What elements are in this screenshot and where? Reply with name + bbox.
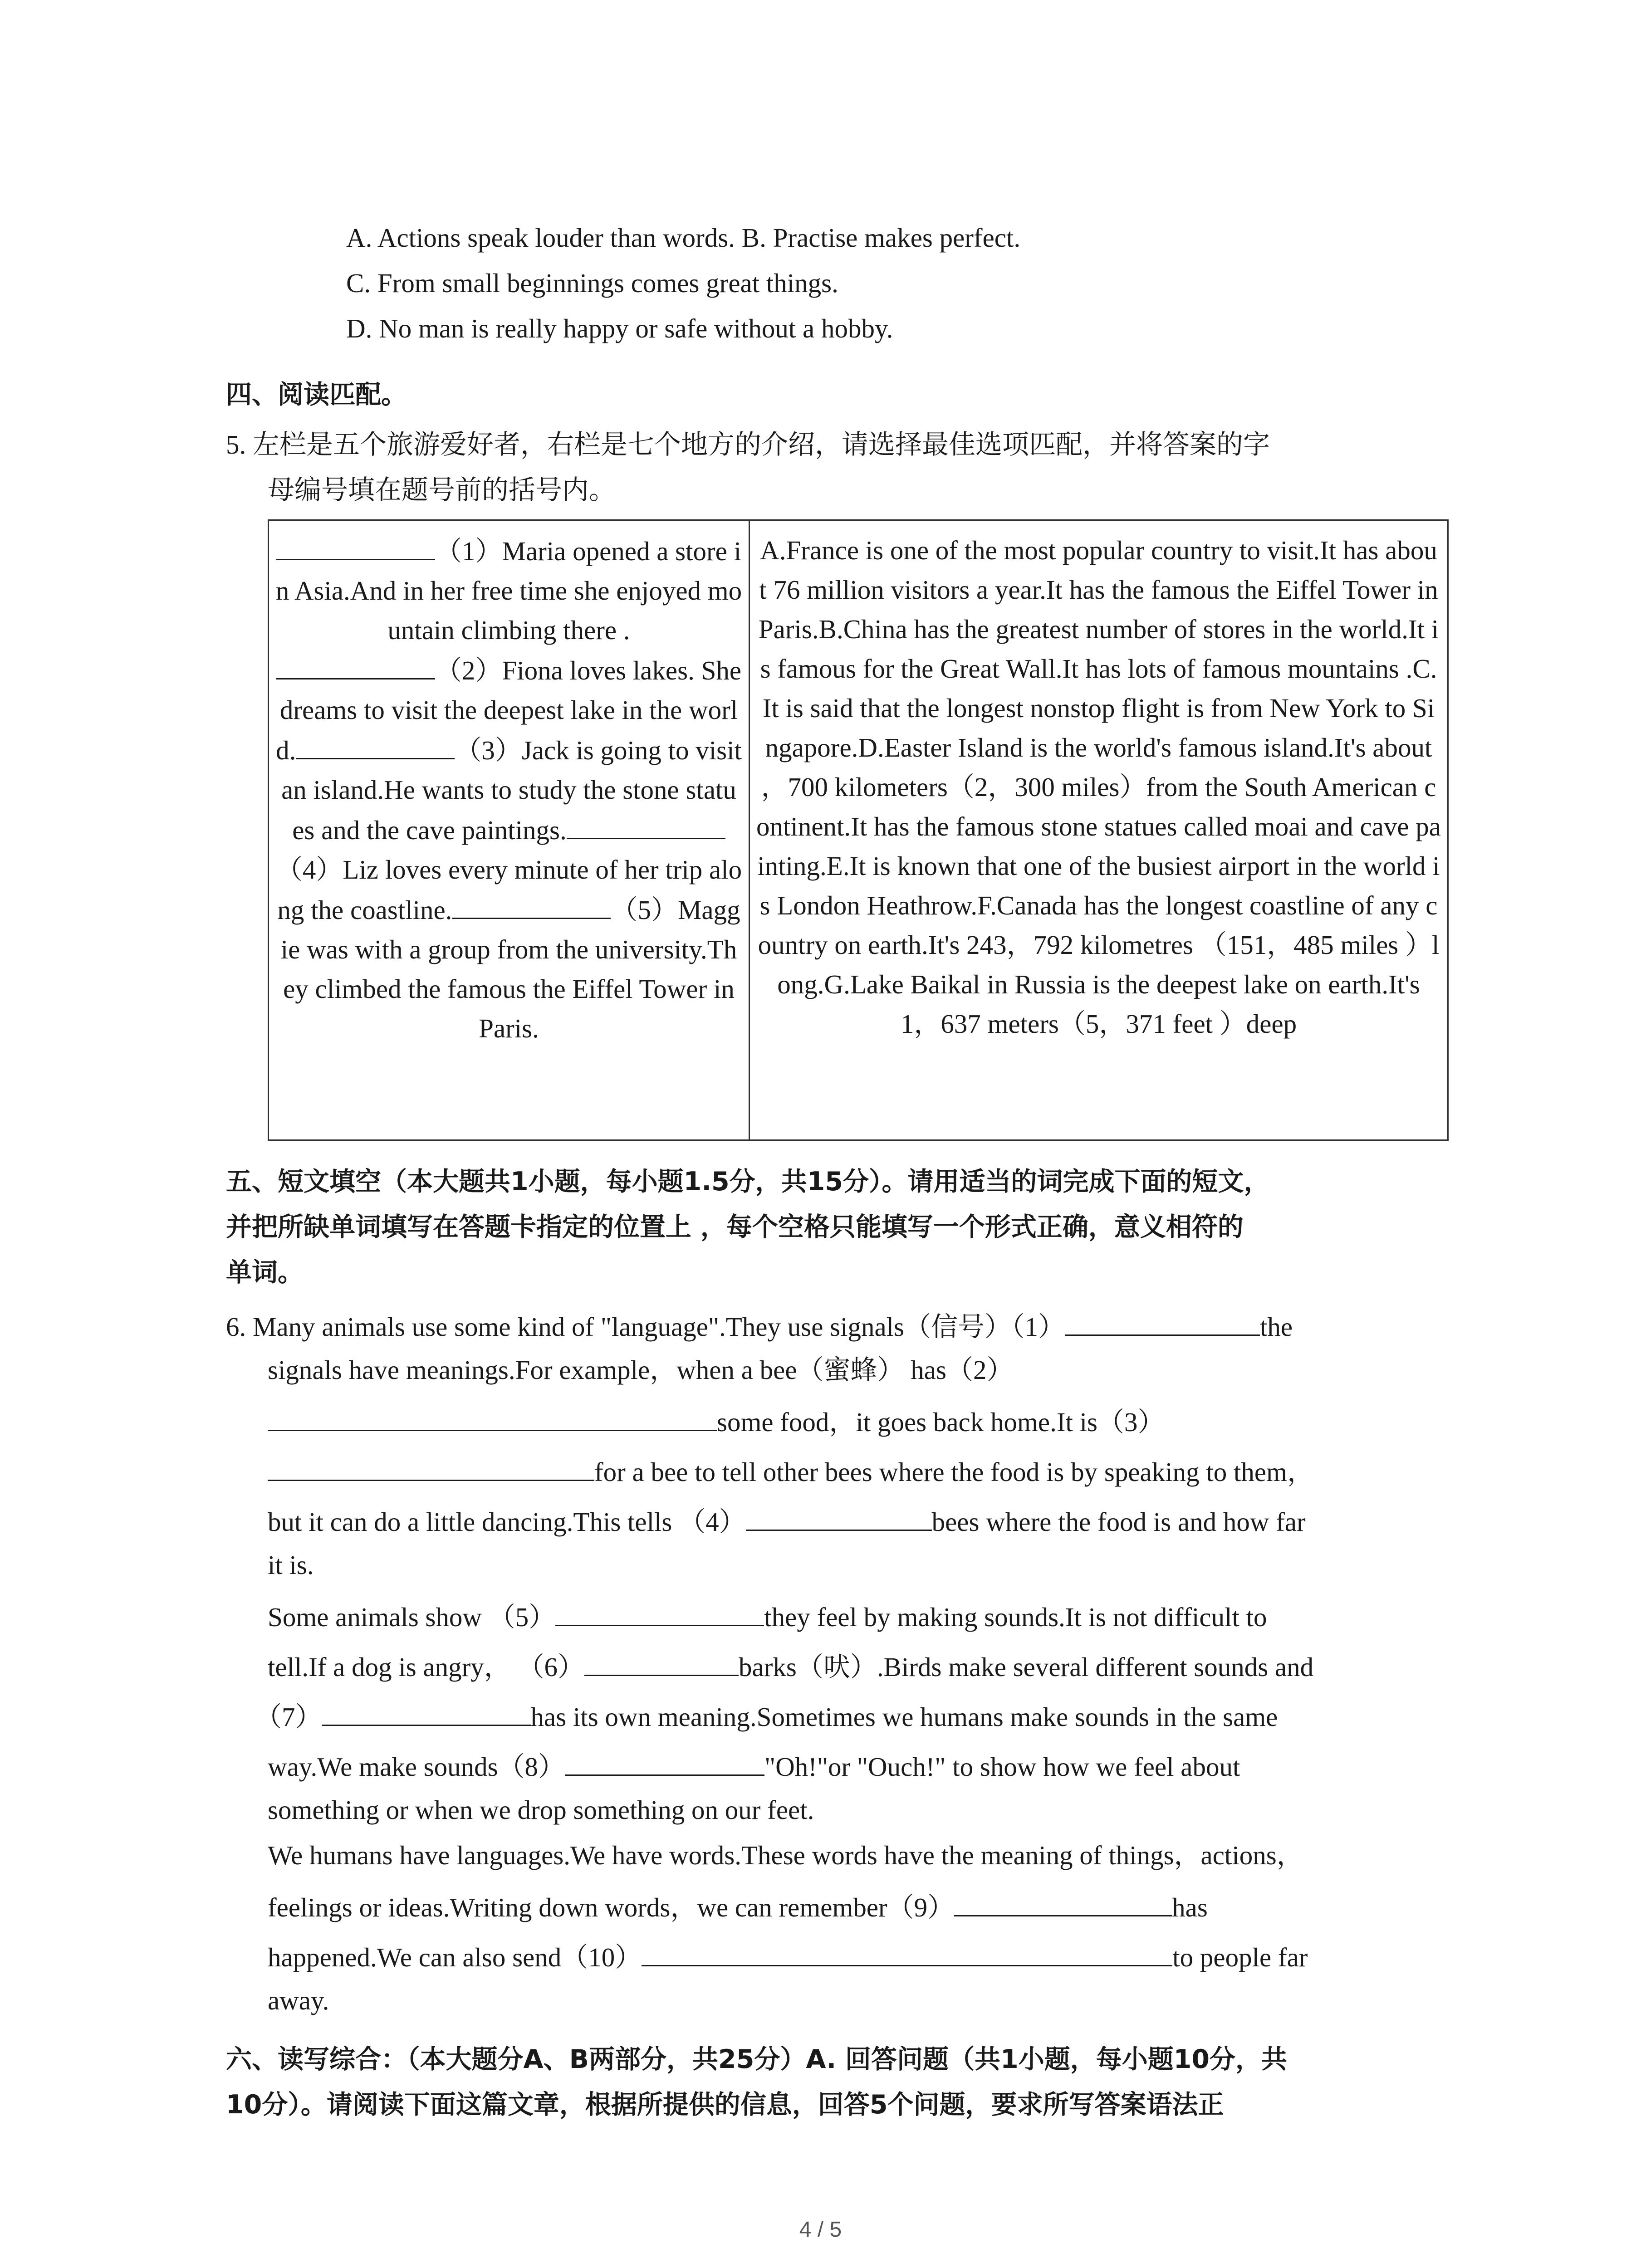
- text: bees where the food is and how far: [931, 1507, 1306, 1537]
- traveler-jack: （3）Jack is going to visit an island.He wants to study the stone statues and the cave paintings.: [281, 735, 742, 845]
- text: has: [1172, 1892, 1208, 1922]
- section5-heading-3: 单词。: [226, 1257, 304, 1287]
- text: happened.We can also send（10）: [268, 1942, 642, 1972]
- passage-line-5: [268, 1501, 1306, 1540]
- q5-instruction-2: 母编号填在题号前的括号内。: [268, 475, 616, 505]
- places-text: A.France is one of the most popular country to visit.It has about 76 million visitors a year.It has the famous the Eiffel Tower in Paris.B.China has the greatest number of stores in the world.It is famous for the Great Wall.It has lots of famous mountains .C.It is said that the longest nonstop flight is from New York to Singapore.D.Easter Island is the world's famous island.It's about ，700 kilometers（2，300 miles）from the South American continent.It has the famous stone statues called moai and cave painting.E.It is known that one of the busiest airport in the world is London Heathrow.F.Canada has the longest coastline of any country on earth.It's 243，792 kilometres （151，485 miles ）long.G.Lake Baikal in Russia is the deepest lake on earth.It's 1，637 meters（5，371 feet ）deep: [756, 535, 1441, 1039]
- text: "Oh!"or "Ouch!" to show how we feel about: [764, 1752, 1240, 1782]
- passage-line-11: something or when we drop something on our feet.: [268, 1795, 814, 1825]
- answer-blank[interactable]: [567, 810, 725, 839]
- passage-line-1: [226, 1306, 1293, 1345]
- text: 6. Many animals use some kind of "language".They use signals（信号）（1）: [226, 1312, 1065, 1342]
- answer-blank[interactable]: [276, 531, 435, 560]
- traveler-fiona: （2）Fiona loves lakes. She dreams to visit the deepest lake in the world.: [276, 655, 742, 765]
- text: but it can do a little dancing.This tells （4）: [268, 1507, 746, 1537]
- section5-heading-2: 并把所缺单词填写在答题卡指定的位置上 ，每个空格只能填写一个形式正确，意义相符的: [226, 1212, 1244, 1242]
- traveler-maggie: （5）Maggie was with a group from the university.They climbed the famous the Eiffel Tower in Paris.: [280, 895, 740, 1043]
- answer-blank-7[interactable]: [322, 1696, 531, 1726]
- text: feelings or ideas.Writing down words，we can remember（9）: [268, 1892, 955, 1922]
- text: some food，it goes back home.It is（3）: [717, 1407, 1165, 1437]
- answer-blank-1[interactable]: [1065, 1306, 1260, 1336]
- text: they feel by making sounds.It is not difficult to: [764, 1602, 1267, 1632]
- section6-heading-2: 10分）。请阅读下面这篇文章，根据所提供的信息，回答5个问题，要求所写答案语法正: [226, 2090, 1224, 2120]
- section5-heading-1: 五、短文填空（本大题共1小题，每小题1.5分，共15分）。请用适当的词完成下面的短文，: [226, 1167, 1270, 1197]
- answer-blank-5[interactable]: [555, 1597, 764, 1626]
- passage-line-7: [268, 1597, 1267, 1635]
- left-column: [269, 520, 749, 1140]
- answer-blank-2[interactable]: [268, 1402, 717, 1431]
- answer-blank[interactable]: [296, 730, 455, 759]
- answer-blank-9[interactable]: [954, 1887, 1172, 1916]
- answer-blank[interactable]: [452, 890, 611, 919]
- text: has its own meaning.Sometimes we humans make sounds in the same: [530, 1702, 1278, 1732]
- page-number: 4 / 5: [799, 2218, 842, 2242]
- answer-blank-8[interactable]: [565, 1746, 764, 1776]
- answer-blank-4[interactable]: [746, 1501, 932, 1531]
- text: the: [1260, 1312, 1293, 1342]
- passage-line-2: signals have meanings.For example，when a bee（蜜蜂） has（2）: [268, 1355, 1014, 1385]
- option-c: C. From small beginnings comes great things.: [346, 268, 838, 298]
- passage-line-3: [268, 1402, 1164, 1440]
- passage-line-14: [268, 1937, 1308, 1975]
- passage-line-4: [268, 1452, 1314, 1490]
- matching-table: [268, 519, 1449, 1141]
- right-column: [749, 520, 1448, 1140]
- passage-line-13: [268, 1887, 1208, 1926]
- passage-line-15: away.: [268, 1985, 329, 2015]
- passage-line-6: it is.: [268, 1550, 314, 1580]
- answer-blank-10[interactable]: [642, 1937, 1172, 1966]
- option-ab: A. Actions speak louder than words. B. Practise makes perfect.: [346, 223, 1021, 253]
- text: barks（吠）.Birds make several different sounds and: [739, 1652, 1314, 1682]
- option-d: D. No man is really happy or safe without a hobby.: [346, 313, 893, 343]
- traveler-liz: （4）Liz loves every minute of her trip along the coastline.: [275, 855, 742, 925]
- answer-blank-6[interactable]: [584, 1647, 739, 1676]
- passage-line-12: We humans have languages.We have words.These words have the meaning of things，actions，: [268, 1840, 1303, 1870]
- answer-blank-3[interactable]: [268, 1452, 594, 1481]
- q5-instruction-1: 5. 左栏是五个旅游爱好者，右栏是七个地方的介绍，请选择最佳选项匹配，并将答案的字: [226, 430, 1270, 459]
- passage-line-10: [268, 1746, 1240, 1785]
- text: way.We make sounds（8）: [268, 1752, 565, 1782]
- text: for a bee to tell other bees where the food is by speaking to them，: [594, 1457, 1314, 1487]
- answer-blank[interactable]: [276, 650, 435, 679]
- text: tell.If a dog is angry， （6）: [268, 1652, 585, 1682]
- passage-line-8: [268, 1647, 1313, 1685]
- section4-heading: 四、阅读匹配。: [226, 380, 407, 410]
- passage-line-9: [255, 1696, 1278, 1735]
- text: Some animals show （5）: [268, 1602, 556, 1632]
- text: （7）: [255, 1702, 322, 1732]
- text: to people far: [1172, 1942, 1308, 1972]
- traveler-maria: （1）Maria opened a store in Asia.And in her free time she enjoyed mountain climbing there .: [275, 536, 742, 645]
- section6-heading-1: 六、读写综合：（本大题分A、B两部分，共25分）A. 回答问题（共1小题，每小题10分，共: [226, 2044, 1288, 2074]
